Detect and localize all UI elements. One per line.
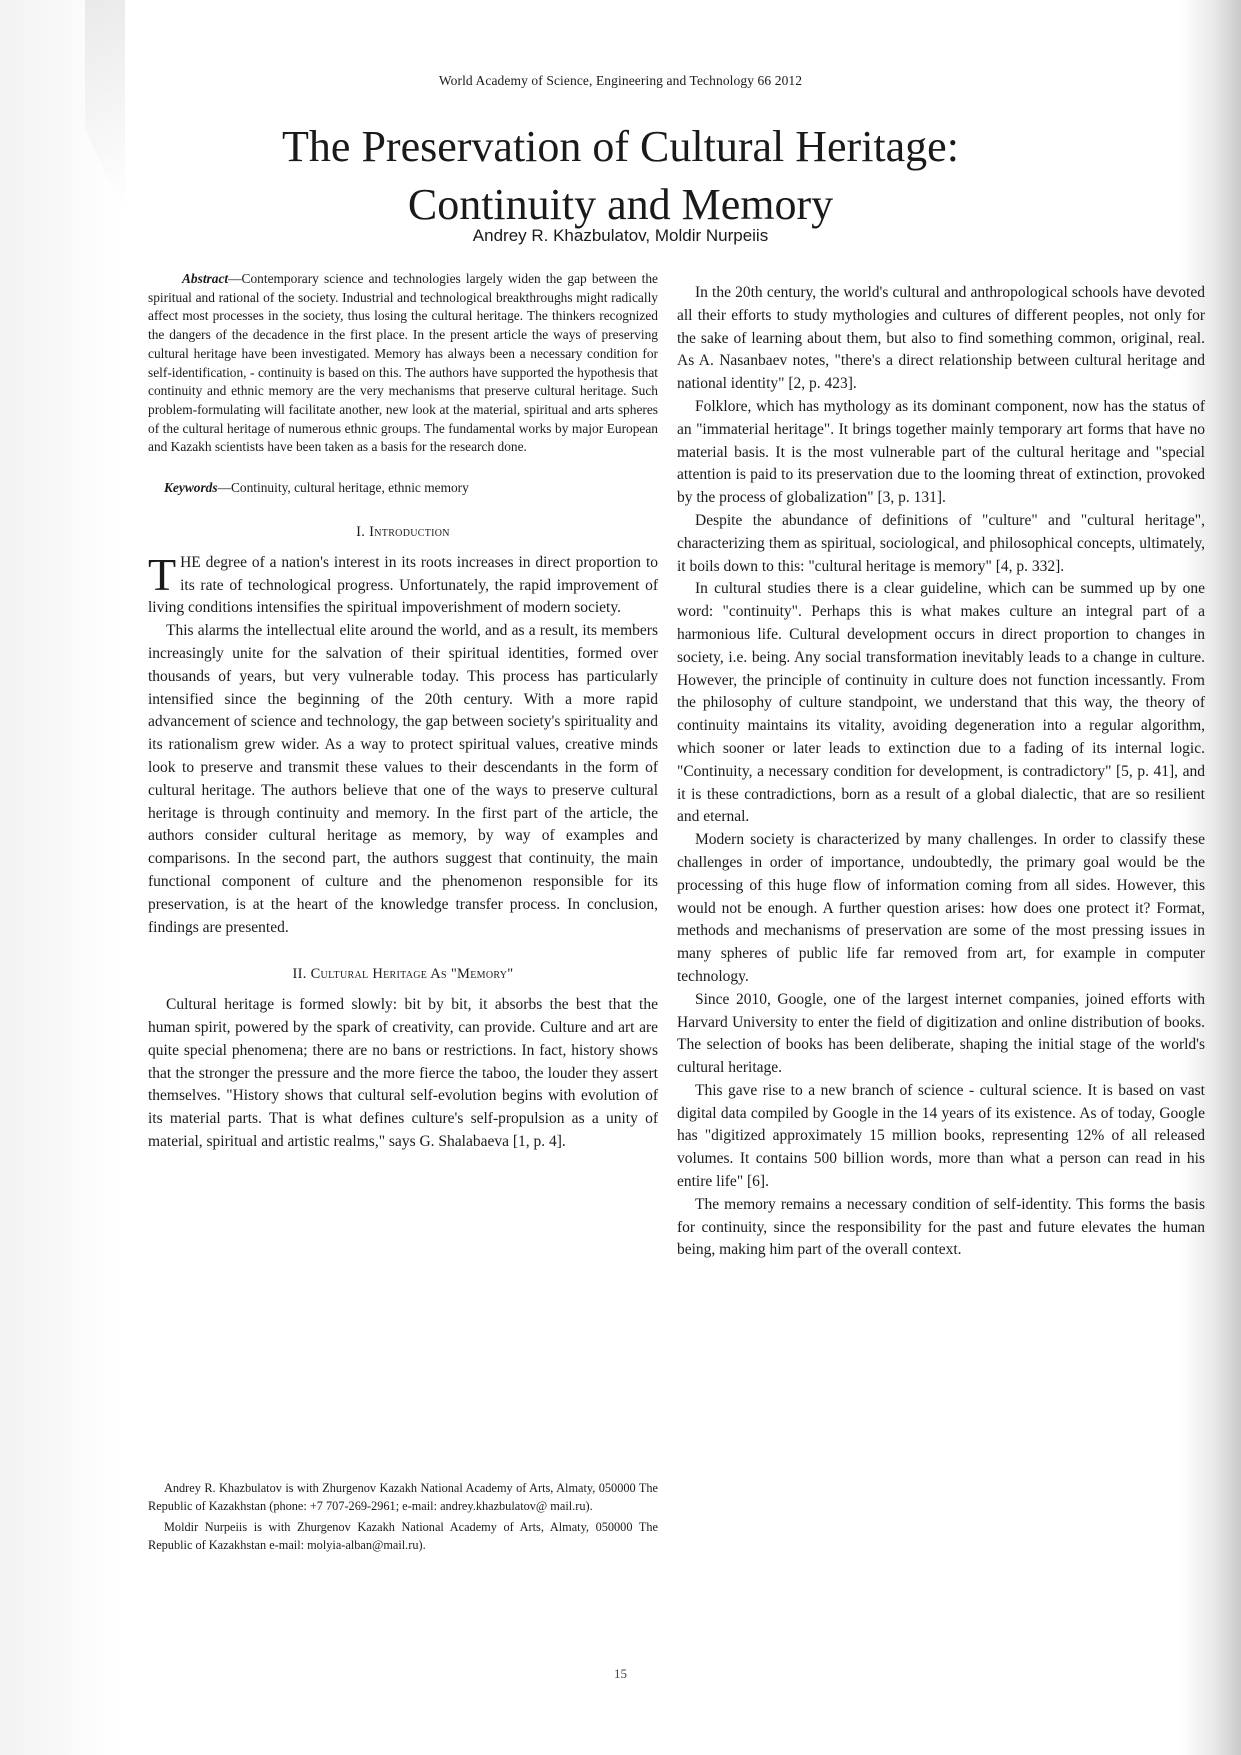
section-heading-introduction xyxy=(148,521,658,544)
abstract-label: Abstract xyxy=(182,271,229,286)
author-list: Andrey R. Khazbulatov, Moldir Nurpeiis xyxy=(472,226,769,245)
title-line-2: Continuity and Memory xyxy=(407,180,834,229)
paragraph-text: HE degree of a nation's interest in its roots increases in direct proportion to its rate of technological progress. Unfortunately, the rapid improvement of living conditions intensifies the spiritual impoverishment of modern society. xyxy=(148,553,658,617)
section-number: I. xyxy=(356,524,370,541)
section-heading-cultural-heritage xyxy=(148,963,658,986)
footnote: Andrey R. Khazbulatov is with Zhurgenov Kazakh National Academy of Arts, Almaty, 050000 The Republic of Kazakhstan (phone: +7 707-269-2961; e-mail: andrey.khazbulatov@ mail.ru). xyxy=(148,1481,658,1513)
paragraph xyxy=(148,548,658,620)
footnote: Moldir Nurpeiis is with Zhurgenov Kazakh National Academy of Arts, Almaty, 050000 The Republic of Kazakhstan e-mail: molyia-alban@mail.ru). xyxy=(148,1520,658,1552)
paragraph: This gave rise to a new branch of science - cultural science. It is based on vast digital data compiled by Google in the 14 years of its existence. As of today, Google has "digitized approximately 15 million books, representing 12% of all released volumes. It contains 500 billion words, more than what a person can read in his entire life" [6]. xyxy=(677,1081,1205,1191)
left-column xyxy=(148,270,658,1154)
title-line-1: The Preservation of Cultural Heritage: xyxy=(282,122,959,171)
keywords-text: —Continuity, cultural heritage, ethnic memory xyxy=(217,480,469,496)
section-title: Cultural Heritage As "Memory" xyxy=(310,966,514,983)
paragraph: Modern society is characterized by many challenges. In order to classify these challenges in order of importance, undoubtedly, the primary goal would be the processing of this huge flow of information coming from all sides. However, this would not be enough. A further question arises: how does one protect it? Format, methods and mechanisms of preservation are some of the most pressing issues in many spheres of public life far removed from art, for example in computer technology. xyxy=(677,831,1205,985)
abstract xyxy=(148,270,658,457)
paragraph: Cultural heritage is formed slowly: bit by bit, it absorbs the best that the human spirit, powered by the spark of creativity, can provide. Culture and art are quite special phenomena; there are no bans or restrictions. In fact, history shows that the stronger the pressure and the more fierce the taboo, the louder they assert themselves. "History shows that cultural self-evolution begins with evolution of its material parts. That is what defines culture's self-propulsion as a unity of material, spiritual and artistic realms," says G. Shalabaeva [1, p. 4]. xyxy=(148,996,658,1150)
drop-cap: T xyxy=(148,548,177,600)
section-title: Introduction xyxy=(369,524,450,541)
keywords xyxy=(148,479,658,497)
right-column xyxy=(677,282,1205,1262)
section-number: II. xyxy=(292,966,311,983)
paragraph: In the 20th century, the world's cultural and anthropological schools have devoted all their efforts to study mythologies and cultures of different peoples, not only for the sake of learning about them, but also to find something common, original, real. As A. Nasanbaev notes, "there's a direct relationship between cultural heritage and national identity" [2, p. 423]. xyxy=(677,284,1205,393)
paper-title xyxy=(0,118,1241,234)
page-number: 15 xyxy=(614,1666,627,1681)
journal-header: World Academy of Science, Engineering and Technology 66 2012 xyxy=(438,73,803,88)
abstract-text: —Contemporary science and technologies largely widen the gap between the spiritual and rational of the society. Industrial and technological breakthroughs might radically affect most processes in the society, thus losing the cultural heritage. The thinkers recognized the dangers of the decadence in the first place. In the present article the ways of preserving cultural heritage have been investigated. Memory has always been a necessary condition for self-identification, - continuity is based on this. The authors have supported the hypothesis that continuity and ethnic memory are the very mechanisms that preserve cultural heritage. Such problem-formulating will facilitate another, new look at the material, spiritual and arts spheres of the cultural heritage of numerous ethnic groups. The fundamental works by major European and Kazakh scientists have been taken as a basis for the research done. xyxy=(148,271,658,455)
author-footnotes xyxy=(148,1480,658,1558)
keywords-label: Keywords xyxy=(164,480,218,496)
paragraph: The memory remains a necessary condition of self-identity. This forms the basis for continuity, since the responsibility for the past and future elevates the human being, making him part of the overall context. xyxy=(677,1195,1205,1259)
paragraph: Despite the abundance of definitions of "culture" and "cultural heritage", characterizing them as spiritual, sociological, and philosophical concepts, ultimately, it boils down to this: "cultural heritage is memory" [4, p. 332]. xyxy=(677,511,1205,575)
paragraph: Since 2010, Google, one of the largest internet companies, joined efforts with Harvard University to enter the field of digitization and online distribution of books. The selection of books has been deliberate, shaping the initial stage of the world's cultural heritage. xyxy=(677,990,1205,1077)
paragraph: Folklore, which has mythology as its dominant component, now has the status of an "immaterial heritage". It brings together mainly temporary art forms that have no material basis. It is the most vulnerable part of the cultural heritage and "special attention is paid to its preservation due to the looming threat of extinction, provoked by the process of globalization" [3, p. 131]. xyxy=(677,397,1205,507)
paragraph: This alarms the intellectual elite around the world, and as a result, its members increasingly unite for the salvation of their spiritual identities, formed over thousands of years, but very vulnerable today. This process has particularly intensified since the beginning of the 20th century. With a more rapid advancement of science and technology, the gap between society's spirituality and its rationalism grew wider. As a way to protect spiritual values, creative minds look to preserve and transmit these values to their descendants in the form of cultural heritage. The authors believe that one of the ways to preserve cultural heritage is through continuity and memory. In the first part of the article, the authors consider cultural heritage as memory, by way of examples and comparisons. In the second part, the authors suggest that continuity, the main functional component of culture and the phenomenon responsible for its preservation, is at the heart of the knowledge transfer process. In conclusion, findings are presented. xyxy=(148,622,658,936)
paragraph: In cultural studies there is a clear guideline, which can be summed up by one word: "continuity". Perhaps this is what makes culture an integral part of a harmonious life. Cultural development occurs in direct proportion to changes in society, i.e. being. Any social transformation inevitably leads to a change in culture. However, the principle of continuity in culture does not function incessantly. From the philosophy of culture standpoint, we understand that this way, the theory of continuity maintains its vitality, avoiding degeneration into a regular algorithm, which sooner or later leads to extinction due to a fading of its internal logic. "Continuity, a necessary condition for development, is contradictory" [5, p. 41], and it is these contradictions, born as a result of a global dialectic, that are so resilient and eternal. xyxy=(677,580,1205,826)
